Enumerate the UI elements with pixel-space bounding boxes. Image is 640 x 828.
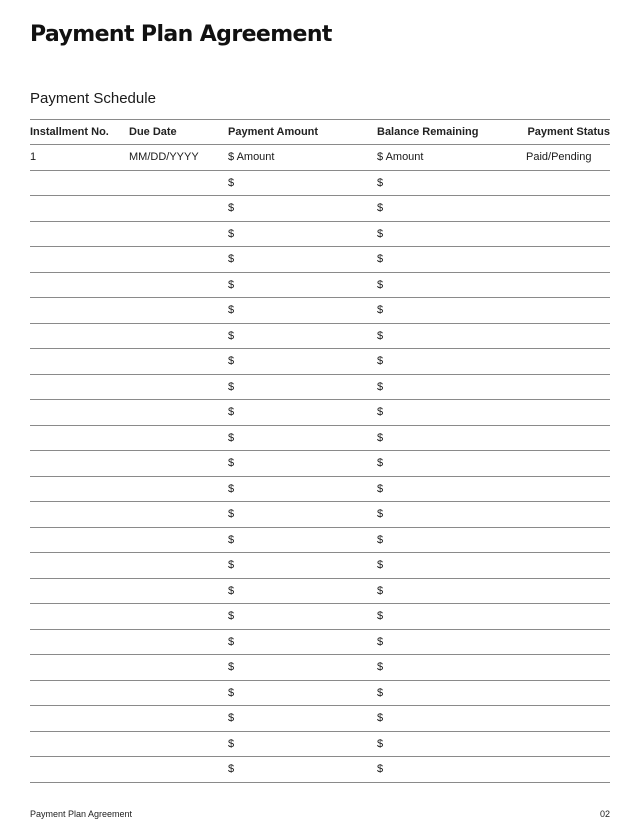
- table-row: [30, 579, 610, 605]
- cell-installment-no: 1: [30, 151, 37, 164]
- table-row: [30, 706, 610, 732]
- cell-balance-remaining: $: [377, 763, 384, 776]
- cell-balance-remaining: $: [377, 737, 384, 750]
- cell-due-date: MM/DD/YYYY: [129, 151, 199, 164]
- cell-payment-amount: $: [228, 329, 235, 342]
- table-row: [30, 171, 610, 197]
- cell-balance-remaining: $: [377, 635, 384, 648]
- table-row: [30, 222, 610, 248]
- cell-payment-amount: $: [228, 584, 235, 597]
- table-row: [30, 630, 610, 656]
- cell-payment-status: Paid/Pending: [526, 151, 592, 164]
- cell-balance-remaining: $: [377, 431, 384, 444]
- cell-balance-remaining: $: [377, 482, 384, 495]
- cell-balance-remaining: $: [377, 253, 384, 266]
- header-due-date: Due Date: [129, 126, 177, 138]
- header-balance-remaining: Balance Remaining: [377, 126, 479, 138]
- cell-balance-remaining: $: [377, 380, 384, 393]
- cell-balance-remaining: $: [377, 406, 384, 419]
- cell-balance-remaining: $: [377, 610, 384, 623]
- cell-balance-remaining: $: [377, 329, 384, 342]
- table-row: [30, 477, 610, 503]
- cell-payment-amount: $: [228, 635, 235, 648]
- cell-payment-amount: $: [228, 355, 235, 368]
- table-row: [30, 655, 610, 681]
- cell-payment-amount: $: [228, 431, 235, 444]
- cell-payment-amount: $: [228, 406, 235, 419]
- section-title: Payment Schedule: [30, 90, 156, 107]
- table-row: [30, 757, 610, 783]
- table-row: [30, 324, 610, 350]
- cell-balance-remaining: $: [377, 712, 384, 725]
- footer-document-name: Payment Plan Agreement: [30, 809, 133, 819]
- cell-payment-amount: $ Amount: [228, 151, 275, 164]
- cell-balance-remaining: $: [377, 661, 384, 674]
- table-row: [30, 732, 610, 758]
- table-row: [30, 604, 610, 630]
- cell-payment-amount: $: [228, 202, 235, 215]
- header-payment-status: Payment Status: [527, 126, 610, 138]
- cell-balance-remaining: $: [377, 457, 384, 470]
- cell-payment-amount: $: [228, 278, 235, 291]
- header-payment-amount: Payment Amount: [228, 126, 319, 138]
- table-row: [30, 451, 610, 477]
- cell-payment-amount: $: [228, 380, 235, 393]
- table-row: [30, 298, 610, 324]
- cell-balance-remaining: $: [377, 686, 384, 699]
- table-row: [30, 681, 610, 707]
- cell-balance-remaining: $: [377, 584, 384, 597]
- cell-payment-amount: $: [228, 304, 235, 317]
- footer-page-number: 02: [599, 809, 610, 819]
- table-row: [30, 145, 610, 171]
- cell-payment-amount: $: [228, 661, 235, 674]
- cell-payment-amount: $: [228, 482, 235, 495]
- cell-payment-amount: $: [228, 533, 235, 546]
- table-row: [30, 426, 610, 452]
- table-header-row: [30, 120, 610, 145]
- cell-payment-amount: $: [228, 559, 235, 572]
- cell-balance-remaining: $: [377, 278, 384, 291]
- payment-schedule-table: [30, 119, 610, 783]
- table-row: [30, 375, 610, 401]
- table-row: [30, 502, 610, 528]
- table-row: [30, 400, 610, 426]
- table-row: [30, 196, 610, 222]
- cell-balance-remaining: $: [377, 227, 384, 240]
- table-row: [30, 247, 610, 273]
- cell-payment-amount: $: [228, 176, 235, 189]
- cell-payment-amount: $: [228, 253, 235, 266]
- table-row: [30, 528, 610, 554]
- cell-payment-amount: $: [228, 763, 235, 776]
- cell-payment-amount: $: [228, 227, 235, 240]
- cell-balance-remaining: $: [377, 533, 384, 546]
- cell-payment-amount: $: [228, 686, 235, 699]
- cell-payment-amount: $: [228, 457, 235, 470]
- cell-balance-remaining: $ Amount: [377, 151, 424, 164]
- cell-balance-remaining: $: [377, 176, 384, 189]
- cell-payment-amount: $: [228, 508, 235, 521]
- table-body: [30, 145, 610, 783]
- cell-balance-remaining: $: [377, 559, 384, 572]
- cell-payment-amount: $: [228, 610, 235, 623]
- cell-payment-amount: $: [228, 712, 235, 725]
- header-installment-no: Installment No.: [30, 126, 109, 138]
- cell-balance-remaining: $: [377, 304, 384, 317]
- cell-balance-remaining: $: [377, 508, 384, 521]
- cell-balance-remaining: $: [377, 355, 384, 368]
- cell-balance-remaining: $: [377, 202, 384, 215]
- table-row: [30, 553, 610, 579]
- document-title: Payment Plan Agreement: [30, 22, 332, 47]
- cell-payment-amount: $: [228, 737, 235, 750]
- table-row: [30, 273, 610, 299]
- table-row: [30, 349, 610, 375]
